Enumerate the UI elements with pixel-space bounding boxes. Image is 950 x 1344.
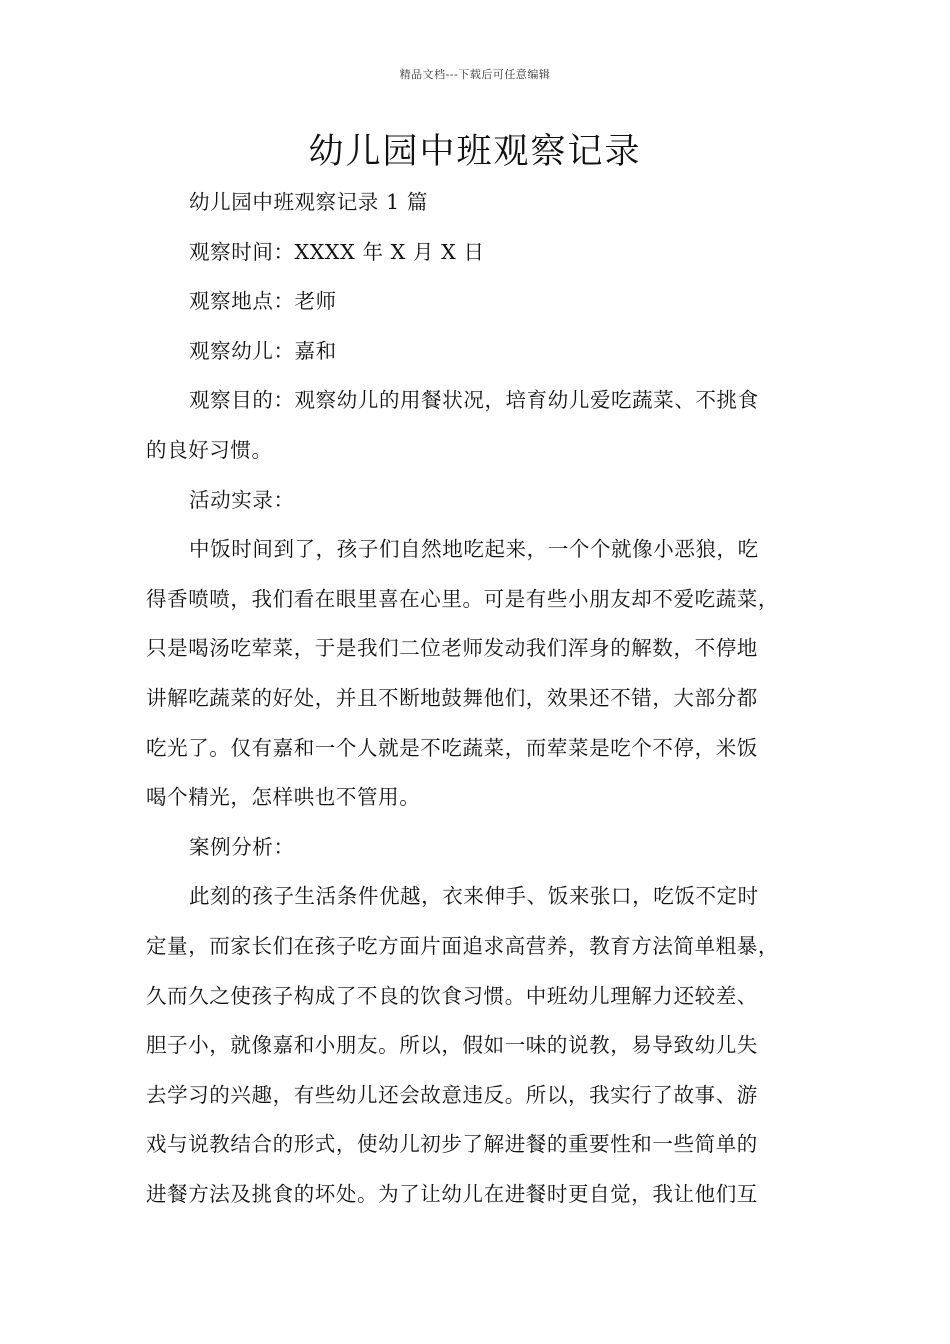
subtitle-line: 幼儿园中班观察记录 1 篇	[189, 190, 428, 214]
analysis-heading: 案例分析：	[189, 834, 295, 859]
paragraph-line: 此刻的孩子生活条件优越，衣来伸手、饭来张口，吃饭不定时	[189, 884, 759, 909]
document-body	[146, 178, 818, 1219]
paragraph-line: 得香喷喷，我们看在眼里喜在心里。可是有些小朋友却不爱吃蔬菜，	[146, 586, 779, 611]
header-note: 精品文档---下载后可任意编辑	[399, 68, 551, 81]
paragraph-line: 观察目的：观察幼儿的用餐状况，培育幼儿爱吃蔬菜、不挑食	[189, 388, 759, 413]
paragraph-line: 中饭时间到了，孩子们自然地吃起来，一个个就像小恶狼，吃	[189, 537, 759, 562]
paragraph-line: 胆子小，就像嘉和小朋友。所以，假如一味的说教，易导致幼儿失	[146, 1033, 758, 1058]
observation-time: 观察时间：XXXX 年 X 月 X 日	[189, 239, 485, 264]
paragraph-line: 吃光了。仅有嘉和一个人就是不吃蔬菜，而荤菜是吃个不停，米饭	[146, 735, 758, 760]
record-heading: 活动实录：	[189, 487, 295, 512]
analysis-paragraph	[146, 872, 818, 1219]
paragraph-line: 讲解吃蔬菜的好处，并且不断地鼓舞他们，效果还不错，大部分都	[146, 685, 758, 710]
paragraph-line: 戏与说教结合的形式，使幼儿初步了解进餐的重要性和一些简单的	[146, 1132, 758, 1157]
paragraph-line: 的良好习惯。	[146, 437, 273, 462]
paragraph-line: 只是喝汤吃荤菜，于是我们二位老师发动我们浑身的解数，不停地	[146, 636, 758, 661]
observation-place: 观察地点：老师	[189, 289, 337, 314]
purpose-paragraph	[146, 376, 818, 475]
paragraph-line: 喝个精光，怎样哄也不管用。	[146, 785, 421, 810]
paragraph-line: 进餐方法及挑食的坏处。为了让幼儿在进餐时更自觉，我让他们互	[146, 1181, 758, 1206]
paragraph-line: 去学习的兴趣，有些幼儿还会故意违反。所以，我实行了故事、游	[146, 1082, 758, 1107]
document-title: 幼儿园中班观察记录	[308, 132, 642, 172]
observation-child: 观察幼儿：嘉和	[189, 338, 337, 363]
paragraph-line: 定量，而家长们在孩子吃方面片面追求高营养，教育方法简单粗暴，	[146, 933, 779, 958]
record-paragraph	[146, 525, 818, 823]
paragraph-line: 久而久之使孩子构成了不良的饮食习惯。中班幼儿理解力还较差、	[146, 983, 758, 1008]
